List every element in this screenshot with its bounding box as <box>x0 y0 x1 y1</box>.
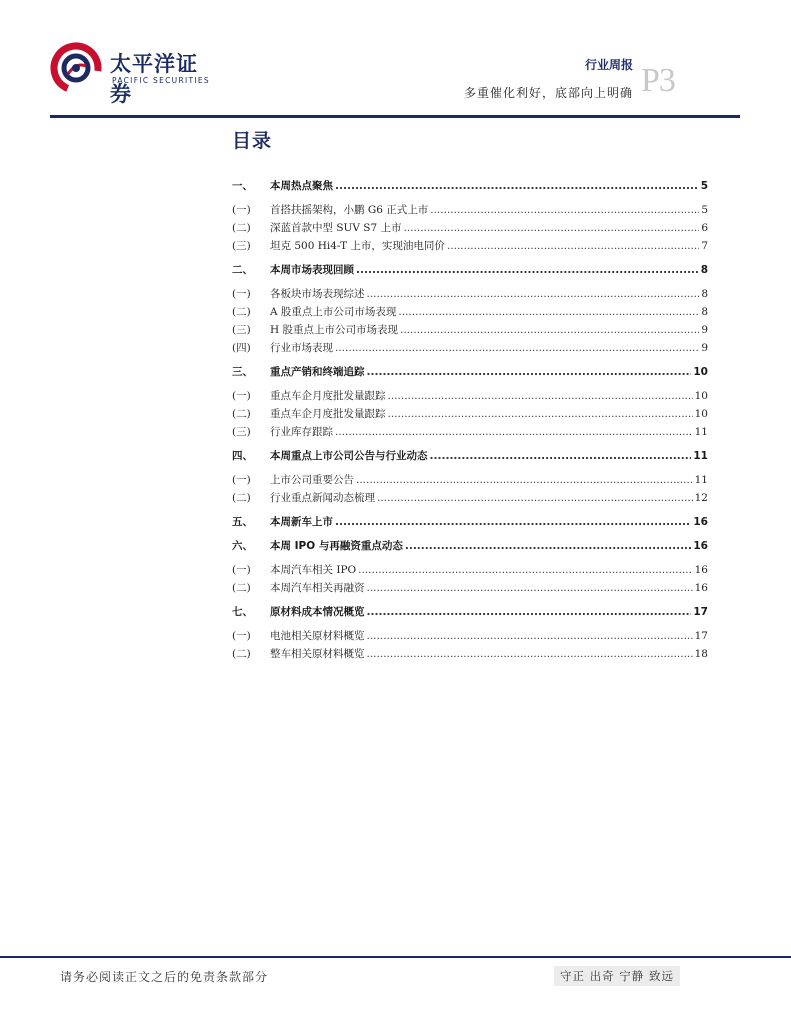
toc-dot-leader <box>367 606 692 618</box>
toc-entry-text: 上市公司重要公告 <box>270 474 354 486</box>
toc-entry-number: 二、 <box>232 264 253 276</box>
toc-entry-page: 10 <box>694 408 708 420</box>
toc-entry-page: 11 <box>693 450 708 462</box>
toc-subsection-entry[interactable] <box>232 424 708 440</box>
toc-entry-page: 16 <box>693 516 708 528</box>
toc-entry-number: 五、 <box>232 516 253 528</box>
toc-entry-number: (三) <box>232 240 251 252</box>
toc-subsection-entry[interactable] <box>232 646 708 662</box>
toc-entry-number: (二) <box>232 648 251 660</box>
toc-dot-leader <box>367 288 700 300</box>
toc-entry-text: 本周新车上市 <box>270 516 333 528</box>
toc-entry-text: 电池相关原材料概览 <box>270 630 365 642</box>
toc-entry-text: 原材料成本情况概览 <box>270 606 365 618</box>
toc-entry-number: 三、 <box>232 366 253 378</box>
toc-entry-number: (二) <box>232 306 251 318</box>
toc-entry-page: 10 <box>694 390 708 402</box>
toc-entry-text: 本周 IPO 与再融资重点动态 <box>270 540 403 552</box>
toc-entry-page: 9 <box>701 324 708 336</box>
toc-entry-number: 一、 <box>232 180 253 192</box>
toc-section-entry[interactable] <box>232 604 708 620</box>
toc-subsection-entry[interactable] <box>232 238 708 254</box>
toc-subsection-entry[interactable] <box>232 406 708 422</box>
toc-dot-leader <box>398 306 699 318</box>
toc-entry-number: (一) <box>232 204 251 216</box>
toc-entry-number: 六、 <box>232 540 253 552</box>
toc-entry-number: (二) <box>232 222 251 234</box>
toc-dot-leader <box>335 516 691 528</box>
toc-subsection-entry[interactable] <box>232 388 708 404</box>
toc-dot-leader <box>335 342 699 354</box>
logo-english-name: PACIFIC SECURITIES <box>112 76 210 85</box>
toc-section-entry[interactable] <box>232 364 708 380</box>
toc-entry-page: 18 <box>694 648 708 660</box>
toc-entry-page: 11 <box>694 474 708 486</box>
toc-dot-leader <box>388 408 693 420</box>
toc-section-entry[interactable] <box>232 178 708 194</box>
toc-subsection-entry[interactable] <box>232 580 708 596</box>
toc-entry-page: 5 <box>701 204 708 216</box>
toc-entry-number: (一) <box>232 288 251 300</box>
toc-entry-page: 17 <box>694 630 708 642</box>
toc-dot-leader <box>377 492 693 504</box>
toc-entry-page: 9 <box>701 342 708 354</box>
toc-entry-text: 首搭扶摇架构，小鹏 G6 正式上市 <box>270 204 429 216</box>
toc-entry-number: 四、 <box>232 450 253 462</box>
toc-dot-leader <box>430 204 699 216</box>
toc-subsection-entry[interactable] <box>232 220 708 236</box>
toc-subsection-entry[interactable] <box>232 628 708 644</box>
toc-entry-page: 8 <box>701 288 708 300</box>
toc-dot-leader <box>367 582 693 594</box>
pacific-securities-logo-icon <box>48 40 104 96</box>
toc-section-entry[interactable] <box>232 538 708 554</box>
toc-entry-page: 16 <box>693 540 708 552</box>
toc-entry-page: 10 <box>693 366 708 378</box>
footer-motto: 守正 出奇 宁静 致远 <box>554 966 680 986</box>
toc-dot-leader <box>405 540 692 552</box>
footer-divider <box>0 956 791 958</box>
report-subtitle: 多重催化利好，底部向上明确 <box>463 86 633 100</box>
report-type: 行业周报 <box>584 58 633 72</box>
toc-entry-text: 本周热点聚焦 <box>270 180 333 192</box>
page-number-mark: P3 <box>641 62 675 99</box>
toc-dot-leader <box>335 180 699 192</box>
toc-entry-text: 坦克 500 Hi4-T 上市，实现油电同价 <box>270 240 445 252</box>
toc-subsection-entry[interactable] <box>232 304 708 320</box>
toc-subsection-entry[interactable] <box>232 340 708 356</box>
toc-entry-text: 本周重点上市公司公告与行业动态 <box>270 450 428 462</box>
toc-entry-page: 17 <box>693 606 708 618</box>
toc-entry-text: H 股重点上市公司市场表现 <box>270 324 398 336</box>
toc-title: 目录 <box>232 130 273 152</box>
toc-dot-leader <box>358 564 692 576</box>
toc-entry-number: (一) <box>232 390 251 402</box>
toc-dot-leader <box>356 474 693 486</box>
toc-entry-page: 11 <box>694 426 708 438</box>
toc-entry-number: (一) <box>232 564 251 576</box>
toc-entry-text: 本周市场表现回顾 <box>270 264 354 276</box>
toc-subsection-entry[interactable] <box>232 562 708 578</box>
toc-entry-text: 行业市场表现 <box>270 342 333 354</box>
toc-entry-number: (三) <box>232 426 251 438</box>
toc-section-entry[interactable] <box>232 262 708 278</box>
toc-dot-leader <box>400 324 699 336</box>
toc-entry-number: (一) <box>232 474 251 486</box>
toc-dot-leader <box>356 264 699 276</box>
toc-entry-text: 行业库存跟踪 <box>270 426 333 438</box>
toc-section-entry[interactable] <box>232 514 708 530</box>
toc-dot-leader <box>430 450 692 462</box>
toc-subsection-entry[interactable] <box>232 322 708 338</box>
toc-entry-text: 行业重点新闻动态梳理 <box>270 492 375 504</box>
toc-dot-leader <box>367 648 693 660</box>
footer-disclaimer: 请务必阅读正文之后的免责条款部分 <box>60 970 269 984</box>
toc-entry-number: (二) <box>232 492 251 504</box>
toc-entry-page: 12 <box>694 492 708 504</box>
toc-dot-leader <box>367 366 692 378</box>
toc-entry-text: 深蓝首款中型 SUV S7 上市 <box>270 222 402 234</box>
toc-entry-text: 本周汽车相关再融资 <box>270 582 365 594</box>
toc-entry-text: 本周汽车相关 IPO <box>270 564 357 576</box>
toc-entry-number: (四) <box>232 342 251 354</box>
header-divider <box>50 115 740 118</box>
toc-entry-text: 重点产销和终端追踪 <box>270 366 365 378</box>
toc-subsection-entry[interactable] <box>232 490 708 506</box>
toc-entry-page: 5 <box>700 180 708 192</box>
toc-entry-text: 整车相关原材料概览 <box>270 648 365 660</box>
toc-subsection-entry[interactable] <box>232 202 708 218</box>
toc-subsection-entry[interactable] <box>232 472 708 488</box>
toc-entry-text: 重点车企月度批发量跟踪 <box>270 408 386 420</box>
toc-entry-page: 8 <box>701 306 708 318</box>
company-logo <box>48 40 218 106</box>
toc-entry-number: (二) <box>232 582 251 594</box>
toc-entry-number: 七、 <box>232 606 253 618</box>
toc-entry-text: 重点车企月度批发量跟踪 <box>270 390 386 402</box>
toc-entry-page: 8 <box>700 264 708 276</box>
toc-entry-text: A 股重点上市公司市场表现 <box>270 306 397 318</box>
toc-entry-number: (三) <box>232 324 251 336</box>
toc-dot-leader <box>388 390 693 402</box>
toc-entry-page: 6 <box>701 222 708 234</box>
toc-entry-page: 16 <box>694 582 708 594</box>
toc-entry-page: 16 <box>694 564 708 576</box>
toc-subsection-entry[interactable] <box>232 286 708 302</box>
toc-entry-text: 各板块市场表现综述 <box>270 288 365 300</box>
toc-section-entry[interactable] <box>232 448 708 464</box>
toc-dot-leader <box>335 426 693 438</box>
logo-chinese-name: 太平洋证券 <box>110 52 198 106</box>
toc-entry-page: 7 <box>701 240 708 252</box>
toc-dot-leader <box>447 240 699 252</box>
toc-dot-leader <box>367 630 693 642</box>
toc-entry-number: (二) <box>232 408 251 420</box>
toc-dot-leader <box>404 222 700 234</box>
toc-entry-number: (一) <box>232 630 251 642</box>
